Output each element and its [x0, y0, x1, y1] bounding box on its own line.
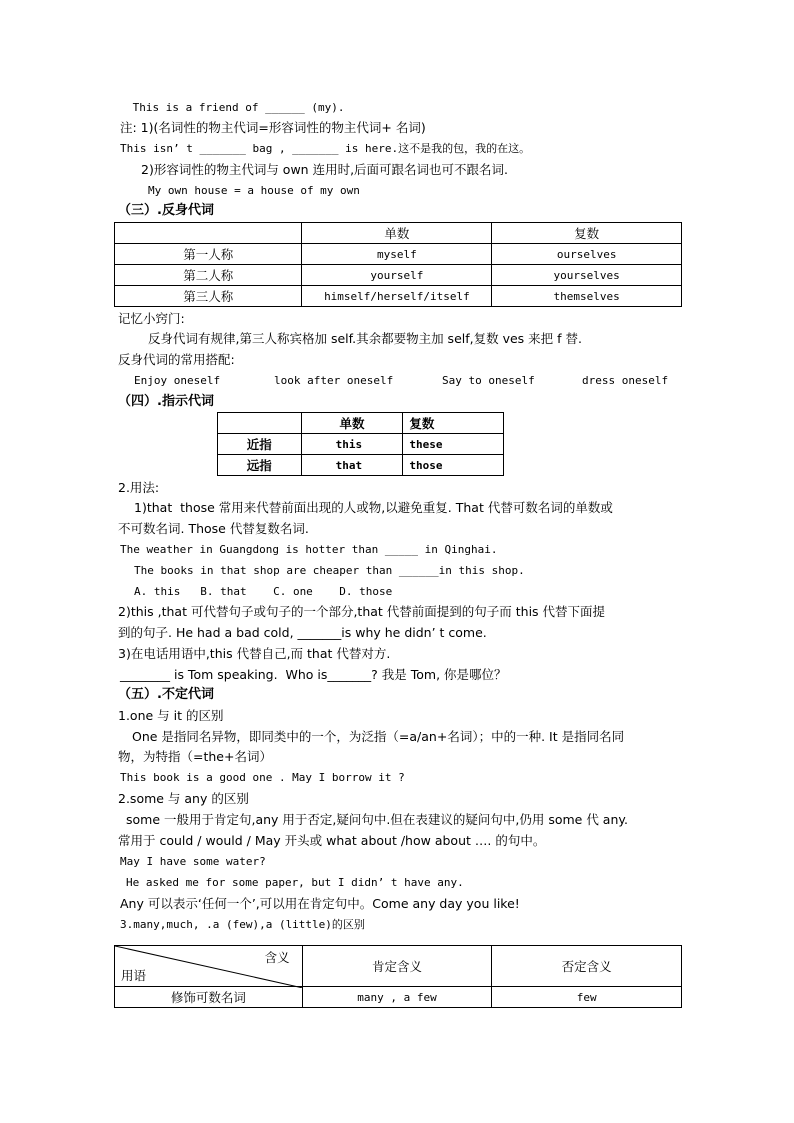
table-cell: 第一人称 [115, 244, 302, 265]
text-line: This book is a good one . May I borrow it ? [120, 771, 405, 784]
demonstrative-table [217, 412, 504, 476]
section-heading: （四）.指示代词 [118, 394, 214, 409]
table-cell: 第三人称 [115, 286, 302, 307]
collocation: Say to oneself [442, 374, 535, 387]
table-cell: 修饰可数名词 [115, 987, 303, 1008]
text-line: 3.many,much, .a (few),a (little)的区别 [120, 918, 365, 931]
table-cell: 远指 [218, 455, 302, 476]
text-line: One 是指同名异物，即同类中的一个，为泛指（=a/an+名词）；中的一种. It 是指同名同 [132, 729, 625, 744]
text-line: 1.one 与 it 的区别 [118, 708, 224, 723]
text-line: 不可数名词. Those 代替复数名词. [118, 521, 309, 536]
table-cell: few [492, 987, 682, 1008]
text-line: May I have some water? [120, 855, 266, 868]
table-header-row [218, 413, 504, 434]
table-cell: 单数 [301, 413, 403, 434]
text-line: 1)that those 常用来代替前面出现的人或物,以避免重复. That 代替可数名词的单数或 [134, 500, 613, 515]
table-cell: 复数 [403, 413, 504, 434]
table-cell: many , a few [302, 987, 492, 1008]
table-cell: yourselves [492, 265, 682, 286]
text-line: 注: 1)(名词性的物主代词=形容词性的物主代词+ 名词) [120, 120, 426, 135]
text-line: 反身代词的常用搭配: [118, 352, 235, 367]
table-row [115, 244, 682, 265]
collocation: dress oneself [582, 374, 669, 387]
table-header-row [115, 223, 682, 244]
table-cell: 第二人称 [115, 265, 302, 286]
text-line: 到的句子. He had a bad cold, _______is why he didn’ t come. [118, 625, 487, 640]
table-cell: myself [302, 244, 492, 265]
table-cell: 用语 [121, 968, 147, 983]
table-cell: 近指 [218, 434, 302, 455]
text-line: 2.some 与 any 的区别 [118, 791, 249, 806]
text-line: 2)形容词性的物主代词与 own 连用时,后面可跟名词也可不跟名词. [141, 162, 509, 177]
text-line: ________ is Tom speaking. Who is_______? 我是 Tom, 你是哪位？ [120, 667, 507, 682]
table-cell: those [403, 455, 504, 476]
table-row [115, 987, 682, 1008]
collocation: Enjoy oneself [134, 374, 221, 387]
text-line: My own house = a house of my own [148, 184, 360, 197]
table-cell: 肯定含义 [302, 946, 492, 987]
text-line: 反身代词有规律,第三人称宾格加 self.其余都要物主加 self,复数 ves 来把 f 替. [148, 331, 582, 346]
text-line: 常用于 could / would / May 开头或 what about /how about …. 的句中。 [118, 833, 546, 848]
table-header-row [115, 946, 682, 987]
table-row [115, 286, 682, 307]
text-line: Any 可以表示‘任何一个’,可以用在肯定句中。Come any day you like! [120, 896, 520, 911]
table-cell: 含义 [264, 950, 290, 965]
table-cell [115, 223, 302, 244]
table-cell: themselves [492, 286, 682, 307]
quantifier-table [114, 945, 682, 1008]
text-line: This is a friend of ______ (my). [126, 101, 345, 114]
table-cell: 单数 [302, 223, 492, 244]
reflexive-table [114, 222, 682, 307]
table-cell [218, 413, 302, 434]
text-line: some 一般用于肯定句,any 用于否定,疑问句中.但在表建议的疑问句中,仍用 some 代 any. [126, 812, 628, 827]
table-cell: yourself [302, 265, 492, 286]
collocation: look after oneself [274, 374, 394, 387]
table-cell: these [403, 434, 504, 455]
text-line: He asked me for some paper, but I didn’ t have any. [126, 876, 464, 889]
text-line: 2)this ,that 可代替句子或句子的一个部分,that 代替前面提到的句子而 this 代替下面提 [118, 604, 606, 619]
section-heading: （五）.不定代词 [118, 687, 214, 702]
text-line: 2.用法: [118, 480, 160, 495]
text-line: This isn’ t _______ bag , _______ is here.这不是我的包，我的在这。 [120, 142, 531, 155]
text-line: 物，为特指（=the+名词） [118, 749, 272, 764]
table-cell: that [301, 455, 403, 476]
table-cell: 否定含义 [492, 946, 682, 987]
text-line: The weather in Guangdong is hotter than _____ in Qinghai. [120, 543, 498, 556]
text-line: 记忆小窍门: [118, 311, 185, 326]
table-row [218, 434, 504, 455]
table-cell: 复数 [492, 223, 682, 244]
table-cell: ourselves [492, 244, 682, 265]
table-row [115, 265, 682, 286]
text-line: 3)在电话用语中,this 代替自己,而 that 代替对方. [118, 646, 391, 661]
diagonal-header-cell [115, 946, 303, 987]
section-heading: （三）.反身代词 [118, 203, 214, 218]
table-cell: himself/herself/itself [302, 286, 492, 307]
text-line: A. this B. that C. one D. those [134, 585, 393, 598]
table-row [218, 455, 504, 476]
text-line: The books in that shop are cheaper than ______in this shop. [134, 564, 525, 577]
table-cell: this [301, 434, 403, 455]
